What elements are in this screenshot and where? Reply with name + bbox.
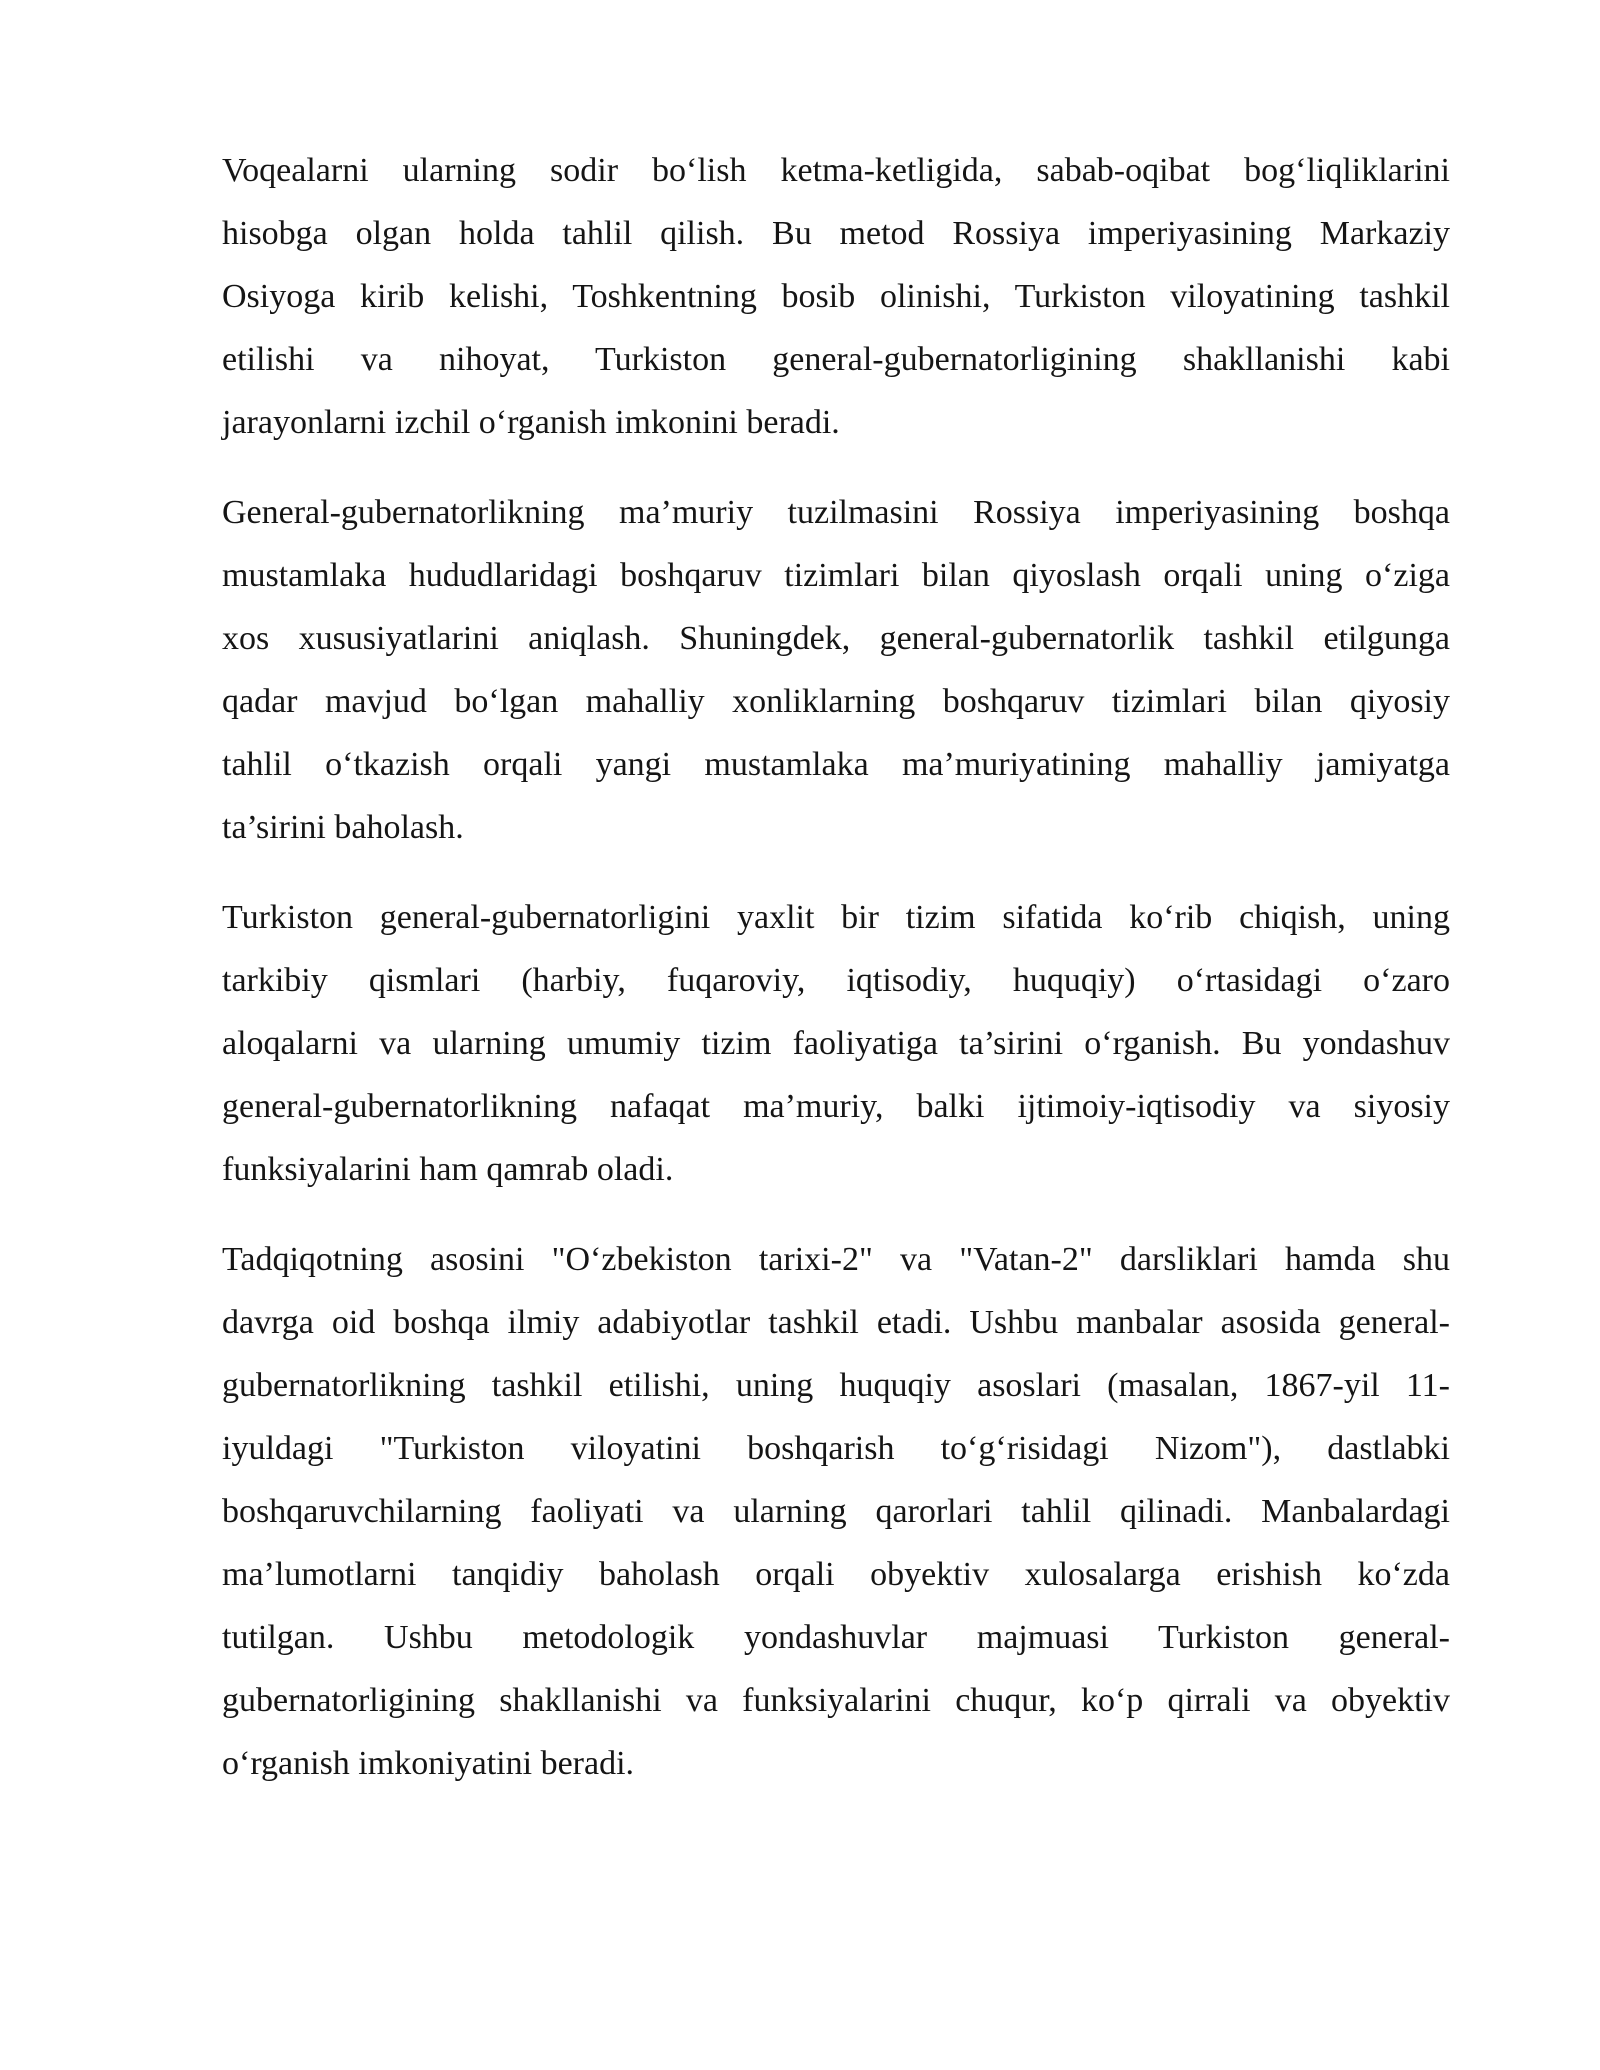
text-line: tutilgan. Ushbu metodologik yondashuvlar majmuasi Turkiston general- <box>222 1619 1450 1656</box>
text-line: gubernatorlikning tashkil etilishi, uning huquqiy asoslari (masalan, 1867-yil 11- <box>222 1367 1450 1404</box>
text-line: Tadqiqotning asosini "Oʻzbekiston tarixi-2" va "Vatan-2" darsliklari hamda shu <box>222 1241 1450 1278</box>
paragraph <box>222 1228 1450 1795</box>
text-line: davrga oid boshqa ilmiy adabiyotlar tashkil etadi. Ushbu manbalar asosida general- <box>222 1304 1450 1341</box>
text-line: gubernatorligining shakllanishi va funksiyalarini chuqur, koʻp qirrali va obyektiv <box>222 1682 1450 1719</box>
text-line: xos xususiyatlarini aniqlash. Shuningdek, general-gubernatorlik tashkil etilgunga <box>222 620 1450 657</box>
text-line: Turkiston general-gubernatorligini yaxlit bir tizim sifatida koʻrib chiqish, uning <box>222 899 1450 936</box>
text-line: iyuldagi "Turkiston viloyatini boshqarish toʻgʻrisidagi Nizom"), dastlabki <box>222 1430 1450 1467</box>
text-line: Voqealarni ularning sodir boʻlish ketma-ketligida, sabab-oqibat bogʻliqliklarini <box>222 152 1450 189</box>
text-line: jarayonlarni izchil oʻrganish imkonini beradi. <box>222 404 840 441</box>
text-line: ta’sirini baholash. <box>222 809 464 846</box>
text-line: tahlil oʻtkazish orqali yangi mustamlaka ma’muriyatining mahalliy jamiyatga <box>222 746 1450 783</box>
text-line: ma’lumotlarni tanqidiy baholash orqali obyektiv xulosalarga erishish koʻzda <box>222 1556 1450 1593</box>
text-line: mustamlaka hududlaridagi boshqaruv tizimlari bilan qiyoslash orqali uning oʻziga <box>222 557 1450 594</box>
text-line: oʻrganish imkoniyatini beradi. <box>222 1745 635 1782</box>
text-line: tarkibiy qismlari (harbiy, fuqaroviy, iqtisodiy, huquqiy) oʻrtasidagi oʻzaro <box>222 962 1450 999</box>
text-line: etilishi va nihoyat, Turkiston general-gubernatorligining shakllanishi kabi <box>222 341 1450 378</box>
text-line: Osiyoga kirib kelishi, Toshkentning bosib olinishi, Turkiston viloyatining tashkil <box>222 278 1450 315</box>
text-line: hisobga olgan holda tahlil qilish. Bu metod Rossiya imperiyasining Markaziy <box>222 215 1450 252</box>
paragraph <box>222 886 1450 1201</box>
text-line: general-gubernatorlikning nafaqat ma’muriy, balki ijtimoiy-iqtisodiy va siyosiy <box>222 1088 1450 1125</box>
text-line: boshqaruvchilarning faoliyati va ularning qarorlari tahlil qilinadi. Manbalardagi <box>222 1493 1450 1530</box>
text-line: funksiyalarini ham qamrab oladi. <box>222 1151 674 1188</box>
text-line: General-gubernatorlikning ma’muriy tuzilmasini Rossiya imperiyasining boshqa <box>222 494 1450 531</box>
text-line: qadar mavjud boʻlgan mahalliy xonliklarning boshqaruv tizimlari bilan qiyosiy <box>222 683 1450 720</box>
paragraph <box>222 139 1450 454</box>
document-body <box>222 139 1450 1822</box>
paragraph <box>222 481 1450 859</box>
text-line: aloqalarni va ularning umumiy tizim faoliyatiga ta’sirini oʻrganish. Bu yondashuv <box>222 1025 1450 1062</box>
